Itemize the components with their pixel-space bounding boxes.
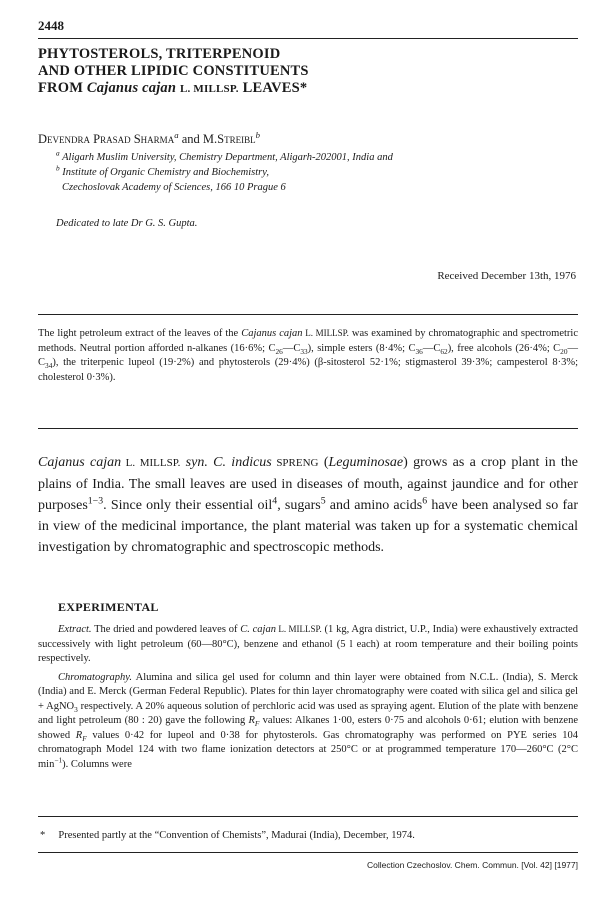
affiliation-line	[56, 180, 393, 195]
paragraph-sup: −1	[54, 755, 63, 764]
paragraph-lead: Extract.	[58, 624, 92, 635]
abstract-text: —C	[422, 342, 441, 354]
introduction	[38, 452, 578, 558]
paragraph-authority: L. MILLSP.	[275, 624, 322, 634]
author-1-mark: a	[174, 129, 179, 140]
author-1: Devendra Prasad Sharma	[38, 132, 175, 146]
abstract-text: —C	[38, 342, 578, 368]
intro-species: Cajanus cajan	[38, 455, 122, 470]
abstract-text: ), simple esters (8·4%; C	[307, 342, 416, 354]
citation: 1−3	[87, 495, 104, 507]
page-number: 2448	[38, 18, 64, 33]
rf-symbol: R	[75, 729, 83, 741]
article-title	[38, 46, 578, 98]
abstract-bottom-rule	[38, 428, 578, 429]
citation: 4	[272, 495, 278, 507]
paragraph-text: The dried and powdered leaves of	[91, 624, 241, 635]
abstract-sub: 36	[415, 346, 423, 356]
abstract	[38, 326, 578, 385]
rf-subscript: F	[254, 719, 260, 729]
abstract-top-rule	[38, 314, 578, 315]
abstract-text: was examined by chromatographic and spectrometric methods. Neutral portion afforded n-alkanes (16·6%; C	[38, 328, 578, 354]
author-2: M.Streibl	[202, 132, 256, 146]
citation: 6	[422, 495, 428, 507]
section-heading-experimental: EXPERIMENTAL	[58, 600, 159, 614]
abstract-species: Cajanus cajan	[241, 328, 303, 339]
intro-text: ) grows as a crop plant in the plains of India. The small leaves are used in diseases of mouth, against jaundice and for other purposes	[38, 455, 578, 513]
paragraph-sub: 3	[74, 704, 78, 714]
abstract-text: ), the triterpenic lupeol (19·2%) and phytosterols (29·4%) (β-sitosterol 52·1%; stigmasterol 39·3%; campesterol 8·3%; cholesterol 0·3%).	[38, 357, 578, 383]
abstract-text: —C	[282, 342, 301, 354]
rf-subscript: F	[82, 733, 87, 743]
rf-symbol: R	[248, 715, 255, 726]
abstract-sub: 26	[275, 346, 283, 356]
abstract-text: The light petroleum extract of the leaves of the	[38, 328, 242, 339]
intro-text: have been analysed so far in view of the medicinal importance, the plant material was taken up for a systematic chemical investigation by chromatographic and spectroscopic methods.	[38, 498, 578, 555]
affiliation-text: Aligarh Muslim University, Chemistry Department, Aligarh-202001, India and	[59, 152, 393, 163]
intro-text: (	[318, 455, 329, 470]
title-line-2: AND OTHER LIPIDIC CONSTITUENTS	[38, 63, 309, 79]
intro-text: , sugars	[277, 498, 321, 513]
paragraph-text: (1 kg, Agra district, U.P., India) were exhaustively extracted successively with light petroleum (60—80°C), benzene and ethanol (5 l each) at room temperature and their boiling points respectively.	[38, 624, 578, 664]
abstract-sub: 20	[560, 346, 568, 356]
affiliation-line	[56, 150, 393, 165]
dedication: Dedicated to late Dr G. S. Gupta.	[56, 218, 198, 229]
author-list	[38, 129, 260, 147]
intro-family: Leguminosae	[328, 455, 404, 470]
experimental-section	[38, 622, 578, 776]
journal-footer: Collection Czechoslov. Chem. Commun. [Vol. 42] [1977]	[366, 860, 578, 870]
intro-synonym: syn. C. indicus	[180, 455, 272, 470]
title-suffix: LEAVES*	[238, 80, 308, 96]
author-joiner: and	[178, 132, 203, 146]
abstract-authority: L. MILLSP.	[302, 328, 349, 338]
title-line-1: PHYTOSTEROLS, TRITERPENOID	[38, 46, 281, 62]
footnote: * Presented partly at the “Convention of Chemists”, Madurai (India), December, 1974.	[40, 830, 415, 841]
title-line-3	[38, 80, 578, 98]
intro-text: . Since only their essential oil	[103, 498, 273, 513]
intro-text: and amino acids	[325, 498, 423, 513]
abstract-sub: 33	[300, 346, 308, 356]
paragraph-species: C. cajan	[240, 624, 276, 635]
abstract-text: ), free alcohols (26·4%; C	[447, 342, 561, 354]
header-rule	[38, 38, 578, 39]
received-date: Received December 13th, 1976	[437, 270, 576, 282]
paragraph-text: values 0·42 for lupeol and 0·38 for phytosterols. Gas chromatography was performed on PYE series 104 chromatograph Model 124 with two flame ionization detectors at 250°C or at programmed temperature 170—260°C (2°C min	[38, 729, 578, 770]
title-species: Cajanus cajan	[86, 80, 177, 96]
intro-synonym-authority: SPRENG	[271, 457, 319, 469]
intro-authority: L. MILLSP.	[121, 457, 181, 469]
affiliation-text: Institute of Organic Chemistry and Biochemistry,	[59, 167, 269, 178]
paragraph-extract	[38, 622, 578, 667]
title-prefix: FROM	[38, 80, 87, 96]
title-authority: L. MILLSP.	[179, 83, 239, 95]
abstract-sub: 34	[45, 361, 53, 371]
paragraph-text: Alumina and silica gel used for column and thin layer were obtained from N.C.L. (India), S. Merck (India) and E. Merck (German Federal Republic). Plates for thin layer chromatography were coated with silica gel and silica gel + AgNO	[38, 671, 578, 712]
citation: 5	[320, 495, 326, 507]
abstract-sub: 62	[440, 346, 448, 356]
affiliation-mark: b	[56, 163, 60, 173]
affiliation-text: Czechoslovak Academy of Sciences, 166 10 Prague 6	[62, 182, 286, 193]
paragraph-chromatography	[38, 671, 578, 773]
paragraph-text: ). Columns were	[62, 758, 132, 770]
paragraph-text: values: Alkanes 1·00, esters 0·75 and alcohols 0·61; elution with benzene showed	[38, 715, 578, 741]
footer-rule	[38, 852, 578, 853]
affiliation-line	[56, 165, 393, 180]
affiliations	[56, 150, 393, 195]
footnote-rule	[38, 816, 578, 817]
paragraph-lead: Chromatography.	[58, 671, 132, 683]
affiliation-mark: a	[56, 148, 60, 158]
author-2-mark: b	[255, 129, 260, 140]
paragraph-text: respectively. A 20% aqueous solution of perchloric acid was used as spraying agent. Elution of the plate with benzene and light petroleum (80 : 20) gave the following	[38, 700, 578, 726]
